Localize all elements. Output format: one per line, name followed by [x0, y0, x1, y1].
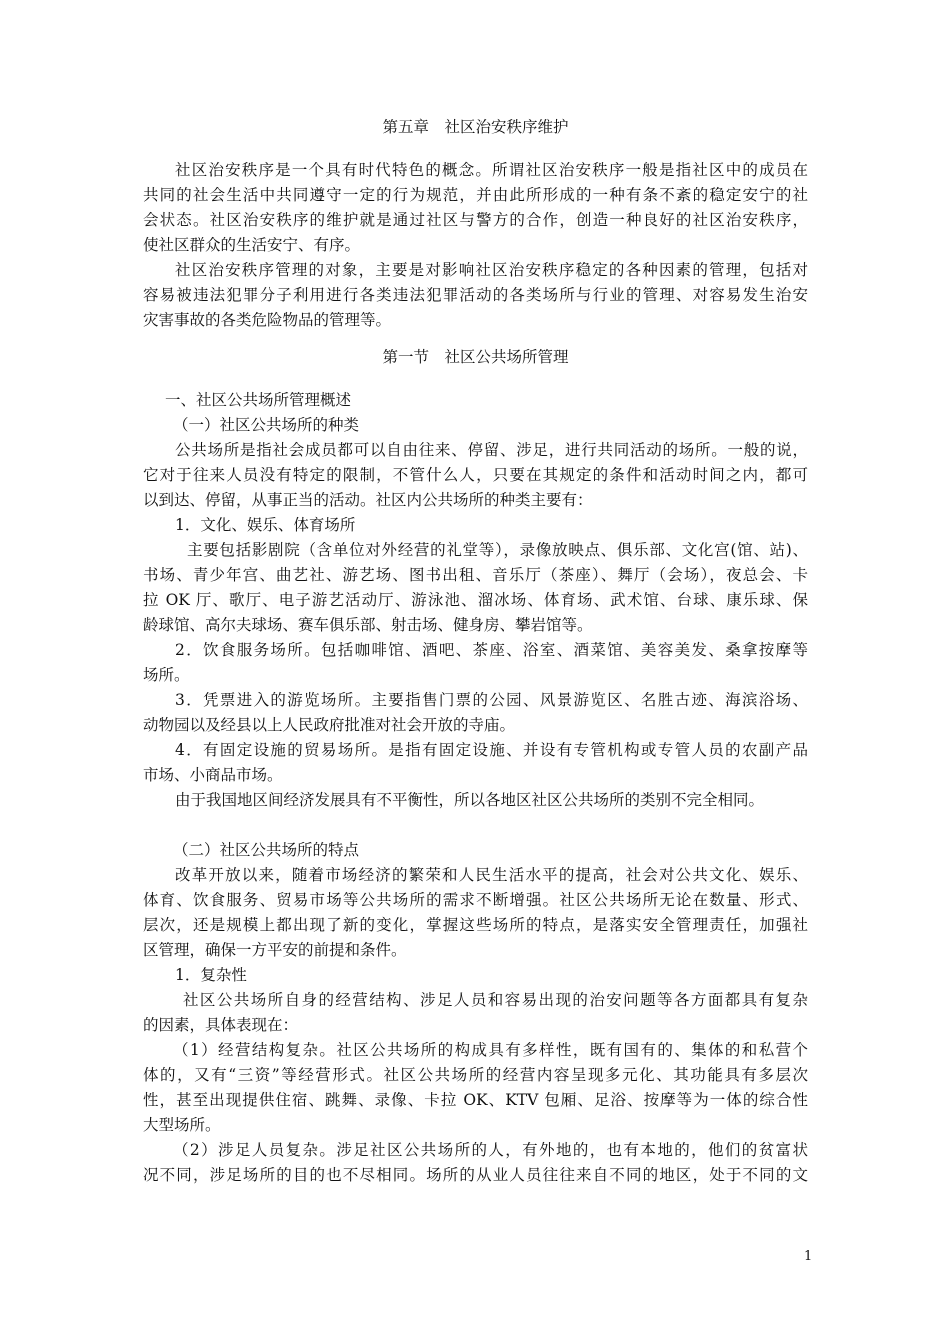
paragraph-line: 龄球馆、高尔夫球场、赛车俱乐部、射击场、健身房、攀岩馆等。	[143, 616, 593, 634]
chapter-title: 第五章 社区治安秩序维护	[382, 118, 569, 136]
paragraph-line: 社区公共场所自身的经营结构、涉足人员和容易出现的治安问题等各方面都具有复杂	[183, 991, 808, 1009]
list-item: 2．饮食服务场所。包括咖啡馆、酒吧、茶座、浴室、酒菜馆、美容美发、桑拿按摩等	[175, 641, 808, 659]
list-item: 3．凭票进入的游览场所。主要指售门票的公园、风景游览区、名胜古迹、海滨浴场、	[175, 691, 808, 709]
heading-level-2: （一）社区公共场所的种类	[173, 416, 360, 434]
section-title: 第一节 社区公共场所管理	[382, 348, 569, 366]
paragraph-line: 体育、饮食服务、贸易市场等公共场所的需求不断增强。社区公共场所无论在数量、形式、	[143, 891, 808, 909]
paragraph-line: 共同的社会生活中共同遵守一定的行为规范，并由此所形成的一种有条不紊的稳定安宁的社	[143, 186, 808, 204]
paragraph-line: 灾害事故的各类危险物品的管理等。	[143, 311, 392, 329]
paragraph-line: 由于我国地区间经济发展具有不平衡性，所以各地区社区公共场所的类别不完全相同。	[175, 791, 765, 809]
paragraph-line: 公共场所是指社会成员都可以自由往来、停留、涉足，进行共同活动的场所。一般的说，	[175, 441, 808, 459]
paragraph-line: 市场、小商品市场。	[143, 766, 283, 784]
paragraph-line: 书场、青少年宫、曲艺社、游艺场、图书出租、音乐厅（茶座）、舞厅（会场），夜总会、卡	[143, 566, 808, 584]
paragraph-line: 场所。	[143, 666, 190, 684]
paragraph-line: 社区治安秩序是一个具有时代特色的概念。所谓社区治安秩序一般是指社区中的成员在	[175, 161, 808, 179]
paragraph-line: 动物园以及经县以上人民政府批准对社会开放的寺庙。	[143, 716, 516, 734]
paragraph-line: 体的，又有“三资”等经营形式。社区公共场所的经营内容呈现多元化、其功能具有多层次	[143, 1066, 808, 1084]
heading-level-1: 一、社区公共场所管理概述	[165, 391, 352, 409]
list-item-title: 1．文化、娱乐、体育场所	[175, 516, 356, 534]
paragraph-line: 以到达、停留，从事正当的活动。社区内公共场所的种类主要有：	[143, 491, 593, 509]
paragraph-line: 大型场所。	[143, 1116, 221, 1134]
paragraph-line: 会状态。社区治安秩序的维护就是通过社区与警方的合作，创造一种良好的社区治安秩序，	[143, 211, 808, 229]
page-number: 1	[804, 1249, 813, 1264]
paragraph-line: 社区治安秩序管理的对象，主要是对影响社区治安秩序稳定的各种因素的管理，包括对	[175, 261, 808, 279]
paragraph-line: 层次，还是规模上都出现了新的变化，掌握这些场所的特点，是落实安全管理责任，加强社	[143, 916, 808, 934]
paragraph-line: 况不同，涉足场所的目的也不尽相同。场所的从业人员往往来自不同的地区，处于不同的文	[143, 1166, 808, 1184]
paragraph-line: 改革开放以来，随着市场经济的繁荣和人民生活水平的提高，社会对公共文化、娱乐、	[175, 866, 808, 884]
sub-item: （2）涉足人员复杂。涉足社区公共场所的人，有外地的，也有本地的，他们的贫富状	[173, 1141, 808, 1159]
sub-item: （1）经营结构复杂。社区公共场所的构成具有多样性，既有国有的、集体的和私营个	[173, 1041, 808, 1059]
paragraph-line: 主要包括影剧院（含单位对外经营的礼堂等），录像放映点、俱乐部、文化宫(馆、站)、	[187, 541, 808, 559]
paragraph-line: 容易被违法犯罪分子利用进行各类违法犯罪活动的各类场所与行业的管理、对容易发生治安	[143, 286, 808, 304]
paragraph-line: 拉 OK 厅、歌厅、电子游艺活动厅、游泳池、溜冰场、体育场、武术馆、台球、康乐球、保	[143, 591, 808, 609]
paragraph-line: 性，甚至出现提供住宿、跳舞、录像、卡拉 OK、KTV 包厢、足浴、按摩等为一体的综合性	[143, 1091, 808, 1109]
list-item: 4．有固定设施的贸易场所。是指有固定设施、并设有专管机构或专管人员的农副产品	[175, 741, 808, 759]
list-item-title: 1．复杂性	[175, 966, 247, 984]
paragraph-line: 区管理，确保一方平安的前提和条件。	[143, 941, 407, 959]
heading-level-2: （二）社区公共场所的特点	[173, 841, 360, 859]
paragraph-gap	[143, 813, 808, 838]
paragraph-line: 它对于往来人员没有特定的限制，不管什么人，只要在其规定的条件和活动时间之内，都可	[143, 466, 808, 484]
paragraph-line: 的因素，具体表现在：	[143, 1016, 299, 1034]
document-page	[143, 115, 808, 1188]
paragraph-line: 使社区群众的生活安宁、有序。	[143, 236, 361, 254]
